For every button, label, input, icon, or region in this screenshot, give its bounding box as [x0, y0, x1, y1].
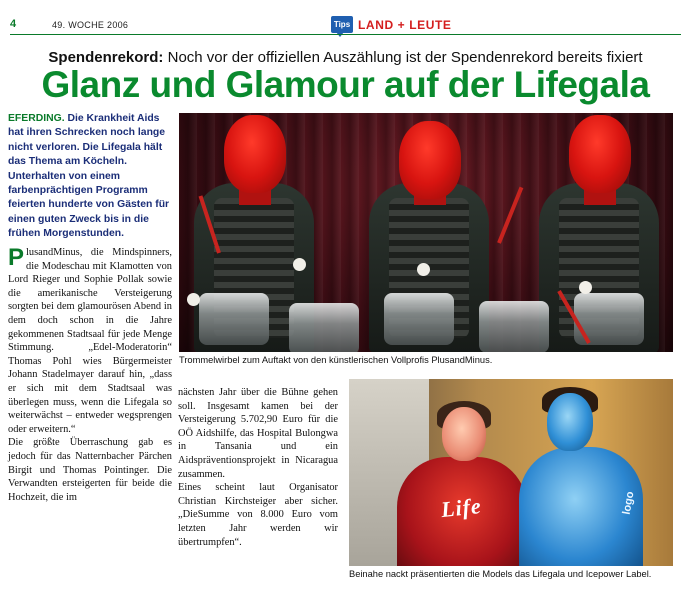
models-caption: Beinahe nackt präsentierten die Models das Lifegala und Icepower Label.: [349, 569, 652, 579]
kicker-label: Spendenrekord:: [48, 49, 164, 66]
article-headline: Glanz und Glamour auf der Lifegala: [41, 64, 650, 105]
body-paragraph: nächsten Jahr über die Bühne gehen soll. Insgesamt kamen bei der Versteigerung 5.702,90 Euro für die OÖ Aidshilfe, das Hospital Bulongwa in Tansania und ein Aidspräventionsprojekt in Nicaragua zusammen.: [178, 387, 338, 480]
page-header: [0, 0, 691, 40]
header-divider: [10, 34, 681, 35]
section-title: LAND + LEUTE: [358, 18, 452, 32]
body-paragraph: [8, 246, 172, 436]
drum: [479, 301, 549, 352]
model-blue-face: [547, 393, 593, 451]
red-head: [224, 115, 286, 193]
body-paragraph: Eines scheint laut Organisator Christian Kirchsteiger aber sicher. „DieSumme von 8.000 Euro vom letzten Jahr werden wir übertrumpfen“.: [178, 482, 338, 548]
page-number: 4: [10, 18, 17, 30]
mallet: [579, 281, 592, 294]
body-paragraph: Die größte Überraschung gab es jedoch für das Natternbacher Pärchen Birgit und Thomas Pointinger. Die Verwandten ersteigerten für beide die Hochzeit, die im: [8, 437, 172, 503]
body-column-2: [178, 386, 338, 549]
tips-logo-icon: Tips: [331, 16, 353, 33]
kicker-text: Noch vor der offiziellen Auszählung ist der Spendenrekord bereits fixiert: [163, 49, 643, 66]
logo-print: logo: [620, 490, 637, 516]
body-text: lusandMinus, die Mindspinners, die Modeschau mit Klamotten von Lord Rieger und Sophie Pollak sowie die amerikanische Versteigerung sorgten bei dem glamourösen Abend in dem doch schon in die Jahre gekommenen Stadtsaal für jede Menge Stimmung. „Edel-Moderatorin“ Thomas Pohl wies Bürgermeister Johann Stadelmayer darauf hin, „dass er sich mit dem Stadtsaal was überlegen muss, wenn die Lifegala so weiterwächst – entweder wegsprengen oder erweitern.“: [8, 247, 172, 435]
mallet: [187, 293, 200, 306]
drum: [289, 303, 359, 352]
life-print: Life: [439, 492, 483, 523]
models-photo: [349, 379, 673, 566]
model-red-face: [442, 407, 486, 461]
lead-location: EFERDING.: [8, 113, 65, 124]
drummers-caption: Trommelwirbel zum Auftakt von den künstlerischen Vollprofis PlusandMinus.: [179, 355, 493, 365]
mallet: [293, 258, 306, 271]
lead-text: Die Krankheit Aids hat ihren Schrecken noch lange nicht verloren. Die Lifegala hält das Thema am Köcheln. Unterhalten von einem farbenprächtigen Programm feierten hunderte von Gästen für einen guten Zweck bis in die frühen Morgenstunden.: [8, 113, 170, 240]
issue-week: 49. WOCHE 2006: [52, 20, 129, 30]
body-column-1: [8, 246, 172, 504]
red-head: [399, 121, 461, 199]
drummers-photo: [179, 113, 673, 352]
drum: [384, 293, 454, 345]
drum: [199, 293, 269, 345]
article-lead: [8, 112, 172, 242]
mallet: [417, 263, 430, 276]
drop-cap: P: [8, 244, 25, 271]
red-head: [569, 115, 631, 193]
